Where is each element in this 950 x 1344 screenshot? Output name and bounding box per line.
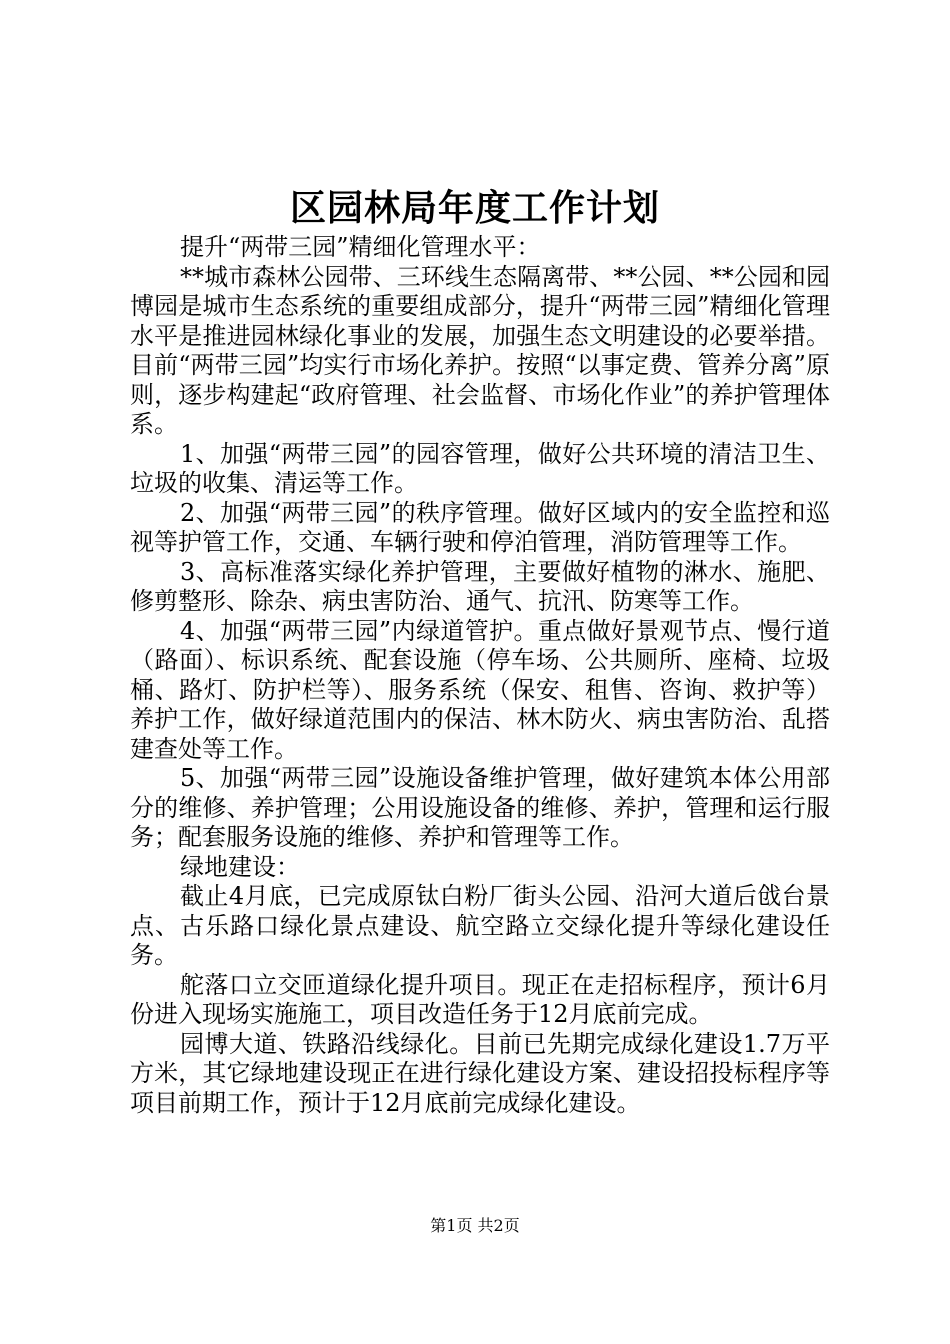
document-title: 区园林局年度工作计划	[289, 187, 660, 229]
paragraph-item-3: 3、高标准落实绿化养护管理，主要做好植物的淋水、施肥、修剪整形、除杂、病虫害防治、通气、抗汛、防寒等工作。	[130, 557, 830, 615]
paragraph-item-1: 1、加强“两带三园”的园容管理，做好公共环境的清洁卫生、垃圾的收集、清运等工作。	[130, 439, 830, 497]
paragraph-item-5: 5、加强“两带三园”设施设备维护管理，做好建筑本体公用部分的维修、养护管理；公用设施设备的维修、养护，管理和运行服务；配套服务设施的维修、养护和管理等工作。	[130, 764, 830, 851]
paragraph-section-heading-2: 绿地建设：	[180, 852, 300, 881]
paragraph-item-2: 2、加强“两带三园”的秩序管理。做好区域内的安全监控和巡视等护管工作，交通、车辆行驶和停泊管理，消防管理等工作。	[130, 498, 830, 556]
paragraph-greenland-1: 截止4月底，已完成原钛白粉厂街头公园、沿河大道后戗台景点、古乐路口绿化景点建设、航空路立交绿化提升等绿化建设任务。	[130, 882, 830, 969]
paragraph-intro: **城市森林公园带、三环线生态隔离带、**公园、**公园和园博园是城市生态系统的重要组成部分，提升“两带三园”精细化管理水平是推进园林绿化事业的发展，加强生态文明建设的必要举措。目前“两带三园”均实行市场化养护。按照“以事定费、管养分离”原则，逐步构建起“政府管理、社会监督、市场化作业”的养护管理体系。	[130, 262, 830, 438]
page-footer: 第1页 共2页	[430, 1216, 520, 1235]
paragraph-section-heading-1: 提升“两带三园”精细化管理水平：	[180, 233, 541, 261]
paragraph-greenland-2: 舵落口立交匝道绿化提升项目。现正在走招标程序，预计6月份进入现场实施施工，项目改造任务于12月底前完成。	[130, 970, 830, 1028]
paragraph-greenland-3: 园博大道、铁路沿线绿化。目前已先期完成绿化建设1.7万平方米，其它绿地建设现正在进行绿化建设方案、建设招投标程序等项目前期工作，预计于12月底前完成绿化建设。	[130, 1029, 830, 1117]
paragraph-item-4: 4、加强“两带三园”内绿道管护。重点做好景观节点、慢行道（路面）、标识系统、配套设施（停车场、公共厕所、座椅、垃圾桶、路灯、防护栏等）、服务系统（保安、租售、咨询、救护等）养护工作，做好绿道范围内的保洁、林木防火、病虫害防治、乱搭建查处等工作。	[130, 616, 830, 763]
document-body	[130, 233, 830, 1118]
